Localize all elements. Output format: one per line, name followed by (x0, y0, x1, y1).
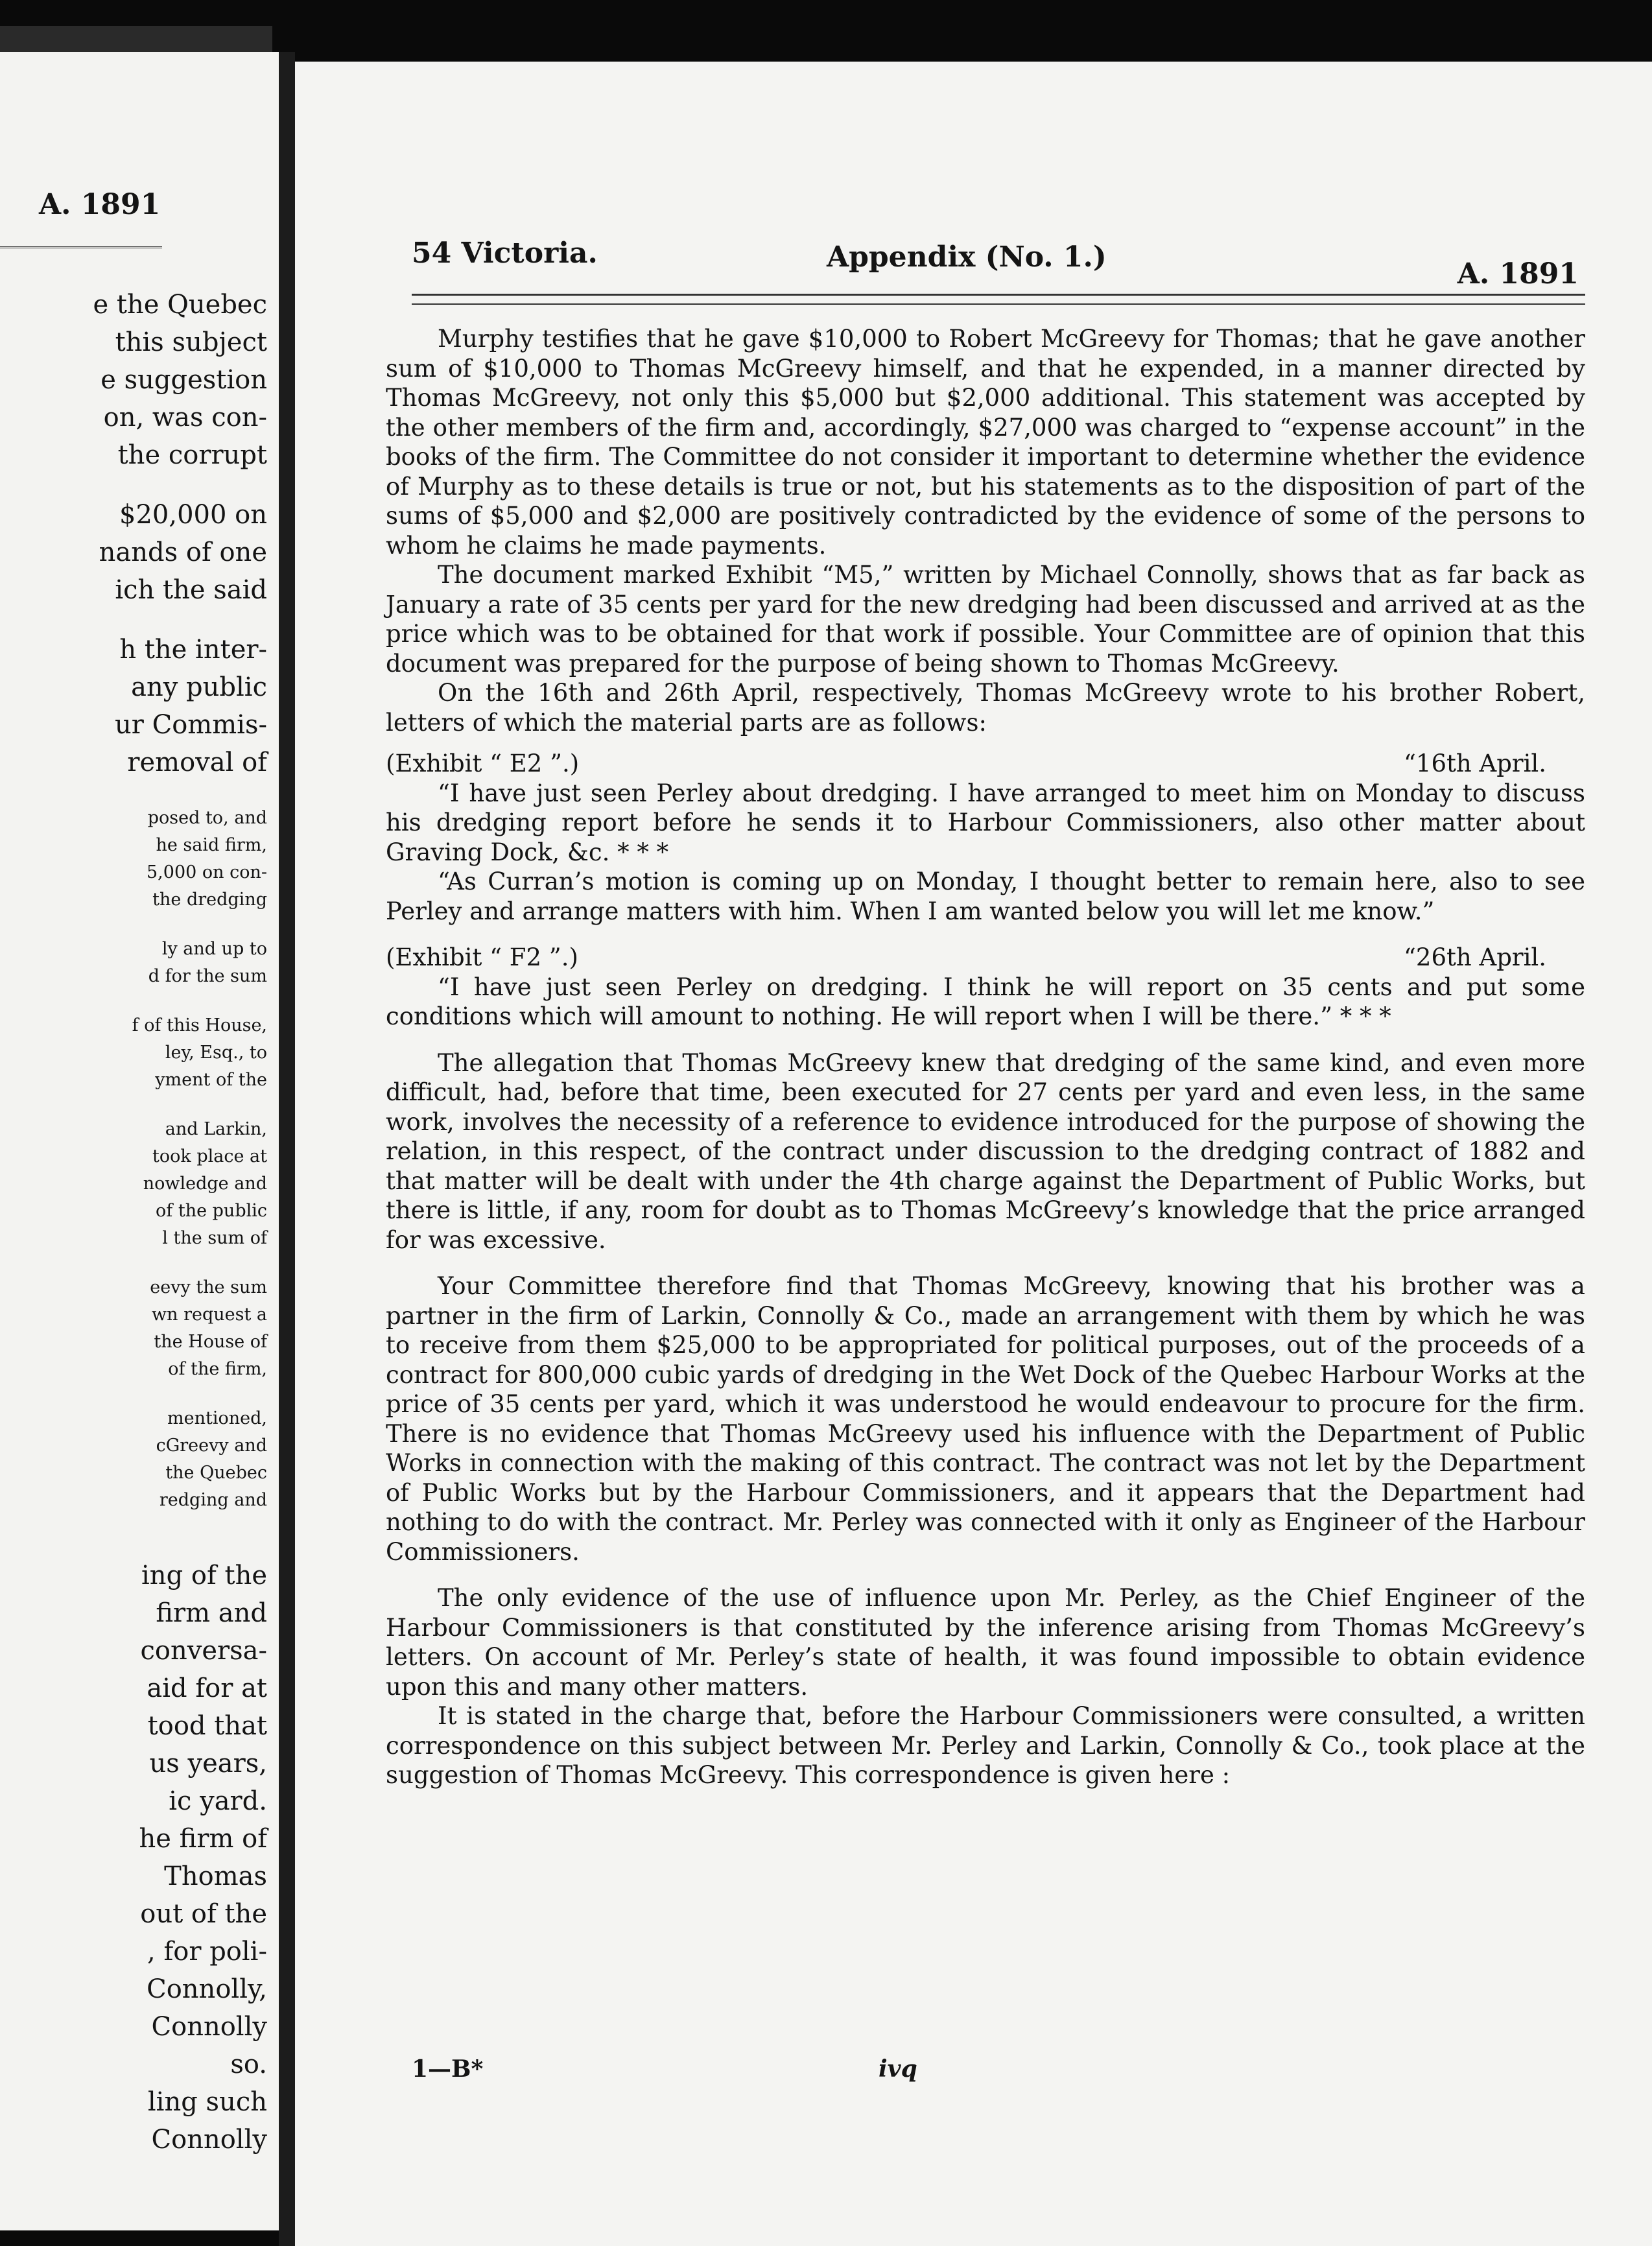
header-session: 54 Victoria. (412, 237, 598, 270)
left-page-line: , for poli- (147, 1937, 267, 1967)
left-page-line: h the inter- (119, 635, 267, 665)
left-page-line: so. (230, 2050, 267, 2079)
body-text (386, 324, 1585, 1790)
footer-signature: 1—B* (412, 2055, 484, 2083)
left-page-gap (34, 787, 267, 809)
paragraph-exhibit-m5: The document marked Exhibit “M5,” written by Michael Connolly, shows that as far back as January a rate of 35 cents per yard for the new dredging had been discussed and arrived at as the price which was to be obtained for that work if possible. Your Committee are of opinion that this document was prepared for the purpose of being shown to Thomas McGreevy. (386, 561, 1585, 678)
left-page-gap (34, 1519, 267, 1541)
left-page-line: ic yard. (169, 1786, 267, 1816)
page-gutter (279, 52, 295, 2246)
left-page-line: he firm of (139, 1824, 267, 1854)
left-page-line: nands of one (99, 538, 267, 567)
left-page-line: and Larkin, (165, 1119, 267, 1139)
exhibit-f2-label: (Exhibit “ F2 ”.) (386, 943, 578, 971)
left-page-line: any public (131, 672, 267, 702)
left-page-line: ing of the (141, 1561, 267, 1590)
left-page-line: eevy the sum (150, 1277, 267, 1297)
left-page-line: yment of the (155, 1070, 267, 1090)
left-page-line: ling such (147, 2087, 267, 2117)
left-page-line: ley, Esq., to (165, 1043, 267, 1063)
left-page-line: the House of (154, 1332, 267, 1352)
exhibit-e2-date: “16th April. (1404, 750, 1546, 777)
left-page-line: conversa- (140, 1636, 267, 1666)
left-page-line: $20,000 on (119, 500, 267, 530)
exhibit-f2-heading (386, 943, 1585, 973)
left-page-gap (34, 918, 267, 940)
paragraph-allegation: The allegation that Thomas McGreevy knew that dredging of the same kind, and even more difficult, had, before that time, been executed for 27 cents per yard and even less, in the same work, involves the necessity of a reference to evidence introduced for the purpose of showing the relation, in this respect, of the contract under discussion to the dredging contract of 1882 and that matter will be dealt with under the 4th charge against the Department of Public Works, but there is little, if any, room for doubt as to Thomas McGreevy’s knowledge that the price arranged for was excessive. (386, 1048, 1585, 1254)
left-page-line: redging and (159, 1490, 267, 1510)
left-page-line: of the firm, (168, 1359, 267, 1379)
quote-e2-part2: “As Curran’s motion is coming up on Monday, I thought better to remain here, also to see Perley and arrange matters with him. When I am wanted below you will let me know.” (386, 868, 1585, 925)
header-rule (412, 294, 1585, 305)
paragraph-letters-intro: On the 16th and 26th April, respectively, Thomas McGreevy wrote to his brother Robert, letters of which the material parts are as follows: (386, 679, 1585, 737)
left-page-line: aid for at (147, 1673, 267, 1703)
left-page-line: ly and up to (161, 939, 267, 959)
left-page-line: e suggestion (100, 365, 267, 395)
left-page-line: on, was con- (103, 403, 267, 432)
left-page-header: A. 1891 (39, 188, 161, 221)
quote-e2-part1: “I have just seen Perley about dredging. I have arranged to meet him on Monday to discuss his dredging report before he sends it to Harbour Commissioners, also other matter about Graving Dock, &c. * * * (386, 779, 1585, 866)
left-page-line: posed to, and (147, 808, 267, 828)
left-page-line: Connolly (151, 2012, 267, 2042)
left-page-line: us years, (149, 1749, 267, 1779)
left-page-text (34, 292, 267, 2164)
left-page-gap (34, 1388, 267, 1410)
exhibit-f2-date: “26th April. (1404, 943, 1546, 971)
left-page-line: mentioned, (167, 1408, 267, 1428)
left-page-line: f of this House, (132, 1015, 267, 1035)
left-page-line: nowledge and (143, 1174, 267, 1194)
left-page-line: took place at (152, 1146, 267, 1166)
scan-top-edge (0, 26, 272, 52)
header-appendix: Appendix (No. 1.) (827, 241, 1107, 274)
left-page-line: d for the sum (148, 966, 267, 986)
left-page-line: 5,000 on con- (147, 862, 267, 882)
left-page-gap (34, 1098, 267, 1120)
paragraph-correspondence: It is stated in the charge that, before the Harbour Commissioners were consulted, a written correspondence on this subject between Mr. Perley and Larkin, Connolly & Co., took place at the suggestion of Thomas McGreevy. This correspondence is given here : (386, 1702, 1585, 1789)
left-page-line: out of the (140, 1899, 267, 1929)
header-year: A. 1891 (1457, 257, 1579, 290)
left-page-line: wn request a (151, 1305, 267, 1325)
right-page (295, 62, 1652, 2246)
left-page-line: Thomas (164, 1862, 267, 1891)
left-page-rule (0, 246, 162, 248)
left-page-line: the corrupt (117, 440, 267, 470)
left-page-line: removal of (127, 748, 267, 777)
left-page-gap (34, 615, 267, 637)
left-page-line: tood that (147, 1711, 267, 1741)
quote-f2: “I have just seen Perley on dredging. I think he will report on 35 cents and put some conditions which will amount to nothing. He will report when I will be there.” * * * (386, 973, 1585, 1030)
exhibit-e2-heading (386, 749, 1585, 779)
left-page-gap (34, 1541, 267, 1563)
left-page-gap (34, 1257, 267, 1279)
left-page-line: of the public (156, 1201, 267, 1221)
left-page-line: he said firm, (156, 835, 267, 855)
page-header (412, 237, 1579, 289)
footer-page-number: ivq (879, 2055, 917, 2083)
paragraph-murphy: Murphy testifies that he gave $10,000 to Robert McGreevy for Thomas; that he gave another sum of $10,000 to Thomas McGreevy himself, and that he expended, in a manner directed by Thomas McGreevy, not only this $5,000 but $2,000 additional. This statement was accepted by the other members of the firm and, accordingly, $27,000 was charged to “expense account” in the books of the firm. The Committee do not consider it important to determine whether the evidence of Murphy as to these details is true or not, but his statements as to the disposition of part of the sums of $5,000 and $2,000 are positively contradicted by the evidence of some of the persons to whom he claims he made payments. (386, 325, 1585, 560)
left-page-line: l the sum of (162, 1228, 267, 1248)
left-page-line: cGreevy and (156, 1436, 267, 1456)
left-page-line: Connolly, (147, 1974, 267, 2004)
left-page-line: firm and (156, 1598, 267, 1628)
left-page-line: the dredging (152, 890, 267, 910)
left-page-fragment (0, 52, 279, 2230)
paragraph-perley-evidence: The only evidence of the use of influence upon Mr. Perley, as the Chief Engineer of the Harbour Commissioners is that constituted by the inference arising from Thomas McGreevy’s letters. On account of Mr. Perley’s state of health, it was found impossible to obtain evidence upon this and many other matters. (386, 1584, 1585, 1701)
left-page-gap (34, 480, 267, 502)
left-page-line: ur Commis- (115, 710, 267, 740)
paragraph-findings: Your Committee therefore find that Thomas McGreevy, knowing that his brother was a partner in the firm of Larkin, Connolly & Co., made an arrangement with them by which he was to receive from them $25,000 to be appropriated for political purposes, out of the proceeds of a contract for 800,000 cubic yards of dredging in the Wet Dock of the Quebec Harbour Works at the price of 35 cents per yard, which it was understood he would endeavour to procure for the firm. There is no evidence that Thomas McGreevy used his influence with the Department of Public Works in connection with the making of this contract. The contract was not let by the Department of Public Works but by the Harbour Commissioners, and it appears that the Department had nothing to do with the contract. Mr. Perley was connected with it only as Engineer of the Harbour Commissioners. (386, 1272, 1585, 1566)
left-page-line: the Quebec (165, 1463, 267, 1483)
left-page-line: Connolly (151, 2125, 267, 2155)
left-page-gap (34, 995, 267, 1017)
left-page-line: ich the said (115, 575, 267, 605)
left-page-line: this subject (115, 327, 267, 357)
left-page-line: e the Quebec (93, 290, 267, 320)
exhibit-e2-label: (Exhibit “ E2 ”.) (386, 750, 580, 777)
